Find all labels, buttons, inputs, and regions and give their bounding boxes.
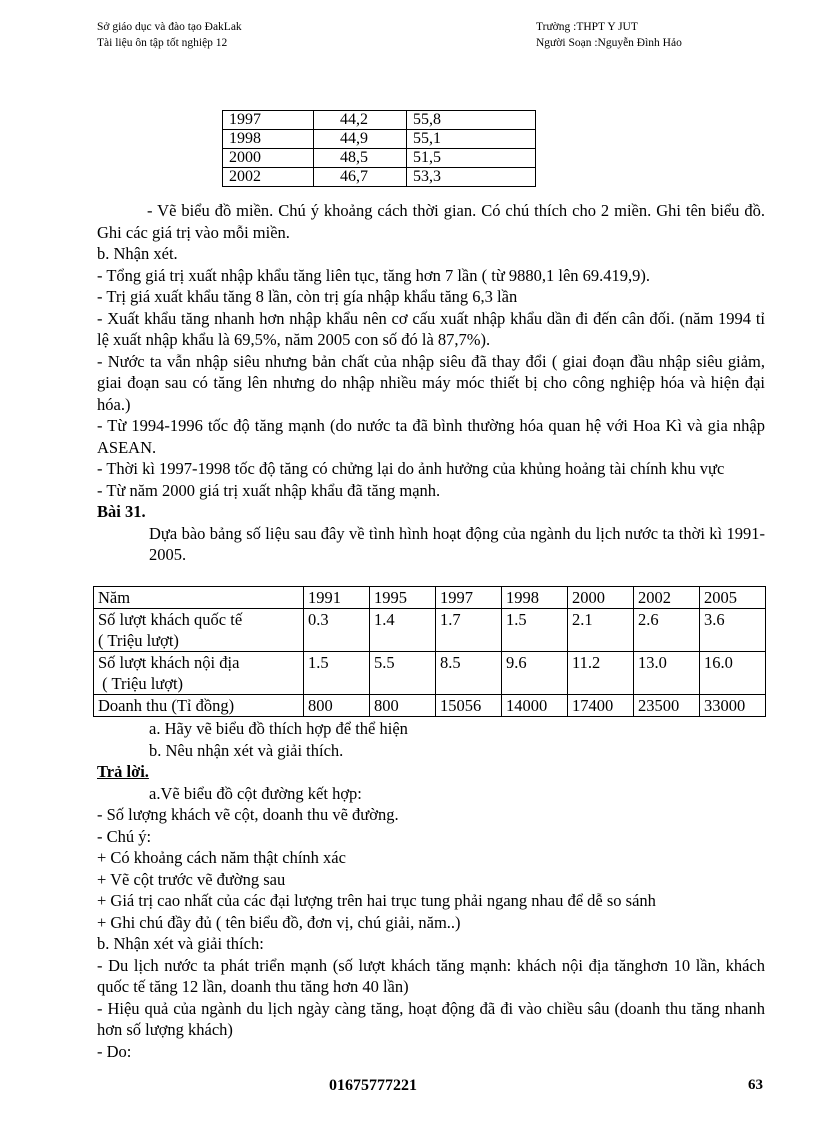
paragraph: - Thời kì 1997-1998 tốc độ tăng có chửng lại do ảnh hưởng của khủng hoảng tài chính khu vực bbox=[97, 459, 725, 478]
table-row: Số lượt khách quốc tế ( Triệu lượt) 0.3 1.4 1.7 1.5 2.1 2.6 3.6 bbox=[94, 609, 766, 652]
header-left bbox=[97, 19, 242, 51]
answer-title: Trả lời. bbox=[97, 762, 149, 781]
header-school-dept: Sở giáo dục và đào tạo ĐakLak bbox=[97, 21, 242, 33]
paragraph: - Nước ta vẫn nhập siêu nhưng bản chất của nhập siêu đã thay đổi ( giai đoạn đầu nhập siêu giảm, giai đoạn sau có tăng lên nhưng do nhập nhiều máy móc thiết bị cho công nghiệp hóa và hiện đại hóa.) bbox=[97, 351, 765, 414]
paragraph: - Vẽ biểu đồ miền. Chú ý khoảng cách thời gian. Có chú thích cho 2 miền. Ghi tên biểu đồ. Ghi các giá trị vào mỗi miền. bbox=[97, 201, 765, 242]
paragraph: b. Nhận xét và giải thích: bbox=[97, 934, 264, 953]
table-row: 1997 44,2 55,8 bbox=[223, 111, 536, 130]
header-author: Người Soạn :Nguyễn Đình Hảo bbox=[536, 37, 682, 49]
header-school: Trường :THPT Y JUT bbox=[536, 21, 638, 33]
paragraph: + Ghi chú đầy đủ ( tên biểu đồ, đơn vị, chú giải, năm..) bbox=[97, 912, 461, 932]
tourism-table bbox=[93, 586, 766, 717]
paragraph: - Từ 1994-1996 tốc độ tăng mạnh (do nước ta đã bình thường hóa quan hệ với Hoa Kì và gia nhập ASEAN. bbox=[97, 416, 765, 457]
paragraph: + Vẽ cột trước vẽ đường sau bbox=[97, 869, 286, 889]
table-row: Số lượt khách nội địa ( Triệu lượt) 1.5 5.5 8.5 9.6 11.2 13.0 16.0 bbox=[94, 652, 766, 695]
table-row: Doanh thu (Tỉ đồng) 800 800 15056 14000 17400 23500 33000 bbox=[94, 695, 766, 717]
export-import-table bbox=[222, 110, 536, 187]
table-row: 2002 46,7 53,3 bbox=[223, 168, 536, 187]
answer-a: a.Vẽ biểu đồ cột đường kết hợp: bbox=[149, 783, 362, 803]
table-row: 1998 44,9 55,1 bbox=[223, 130, 536, 149]
paragraph: - Từ năm 2000 giá trị xuất nhập khẩu đã tăng mạnh. bbox=[97, 480, 441, 500]
paragraph: - Do: bbox=[97, 1041, 132, 1061]
exercise-title: Bài 31. bbox=[97, 502, 146, 521]
paragraph: - Tổng giá trị xuất nhập khẩu tăng liên tục, tăng hơn 7 lần ( từ 9880,1 lên 69.419,9). bbox=[97, 265, 651, 285]
paragraph: - Du lịch nước ta phát triển mạnh (số lượt khách tăng mạnh: khách nội địa tănghơn 10 lần, khách quốc tế tăng 12 lần, doanh thu tăng hơn 40 lần) bbox=[97, 955, 765, 996]
paragraph: - Chú ý: bbox=[97, 826, 152, 846]
paragraph: + Giá trị cao nhất của các đại lượng trên hai trục tung phải ngang nhau để dễ so sánh bbox=[97, 891, 656, 910]
header-doc-title: Tài liệu ôn tập tốt nghiệp 12 bbox=[97, 37, 228, 49]
header-right bbox=[536, 19, 682, 51]
paragraph: b. Nhận xét. bbox=[97, 244, 178, 263]
page-number: 63 bbox=[748, 1077, 763, 1093]
paragraph: - Xuất khẩu tăng nhanh hơn nhập khẩu nên cơ cấu xuất nhập khẩu dần đi đến cân đối. (năm 1994 tỉ lệ xuất nhập khẩu là 69,5%, năm 2005 con số đó là 87,7%). bbox=[97, 308, 765, 349]
paragraph: - Hiệu quả của ngành du lịch ngày càng tăng, hoạt động đã đi vào chiều sâu (doanh thu tăng nhanh hơn số lượng khách) bbox=[97, 998, 765, 1039]
question-b: b. Nêu nhận xét và giải thích. bbox=[149, 740, 344, 760]
paragraph: - Số lượng khách vẽ cột, doanh thu vẽ đường. bbox=[97, 805, 399, 824]
exercise-intro: Dựa bào bảng số liệu sau đây về tình hình hoạt động của ngành du lịch nước ta thời kì 1991-2005. bbox=[149, 523, 765, 564]
section-1-text bbox=[97, 200, 765, 566]
table-row: 2000 48,5 51,5 bbox=[223, 149, 536, 168]
question-a: a. Hãy vẽ biểu đồ thích hợp để thể hiện bbox=[149, 719, 408, 738]
paragraph: + Có khoảng cách năm thật chính xác bbox=[97, 848, 346, 867]
paragraph: - Trị giá xuất khẩu tăng 8 lần, còn trị gía nhập khẩu tăng 6,3 lần bbox=[97, 287, 518, 306]
footer-phone: 01675777221 bbox=[329, 1077, 417, 1094]
section-2-text bbox=[97, 718, 765, 1062]
table-header-row: Năm 1991 1995 1997 1998 2000 2002 2005 bbox=[94, 587, 766, 609]
